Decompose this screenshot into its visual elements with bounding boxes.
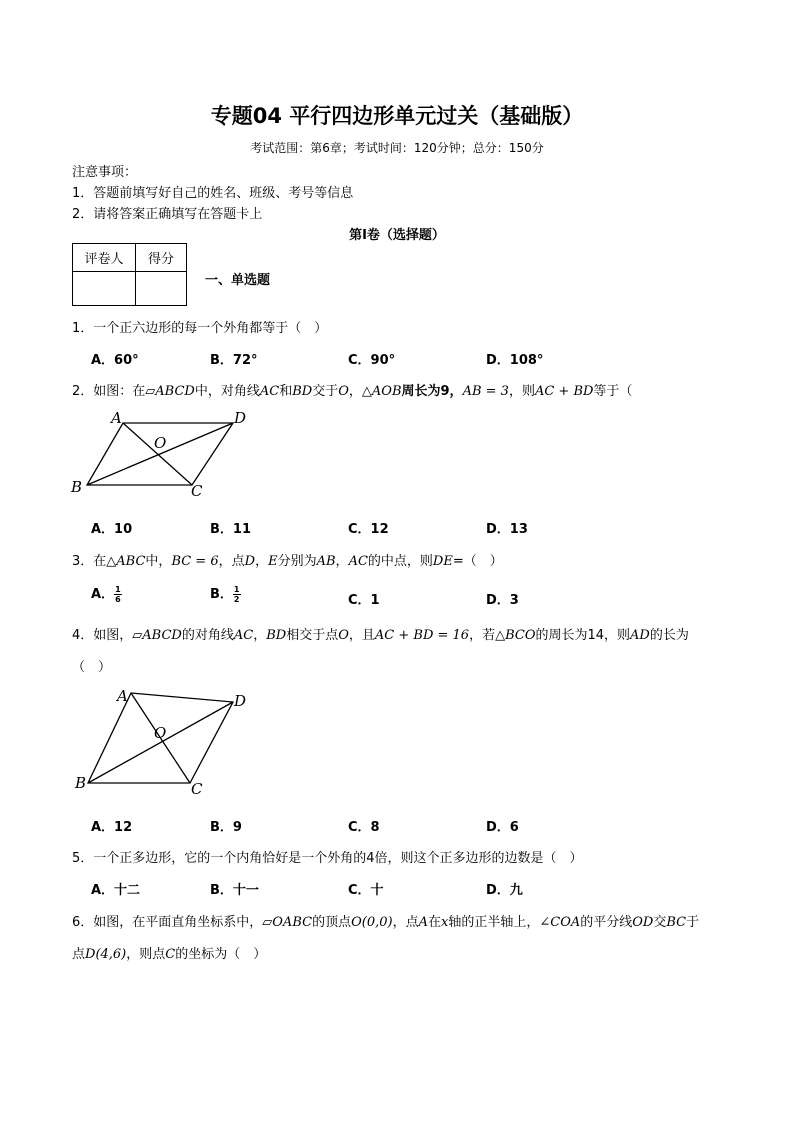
q5-option-c: C．十 (348, 883, 384, 898)
q4-option-a: A．12 (91, 820, 133, 835)
page-title: 专题04 平行四边形单元过关（基础版） (210, 104, 584, 128)
question-4-stem: 4．如图，▱ABCD的对角线AC，BD相交于点O，且AC + BD = 16，若△BCO的周长为14，则AD的长为 (72, 628, 689, 643)
q3-option-a: A． $\frac{1}{6}$ (91, 585, 121, 604)
q2-option-d: D．13 (486, 522, 528, 537)
note-item: 2．请将答案正确填写在答题卡上 (72, 207, 263, 222)
score-cell (136, 272, 187, 306)
fraction: $\frac{1}{6}$ (115, 585, 121, 604)
question-2-stem: 2．如图：在▱ABCD中，对角线AC和BD交于O，△AOB周长为9，AB = 3，则AC + BD等于（ (72, 384, 633, 399)
section-title: 第I卷（选择题） (349, 228, 445, 243)
score-table (72, 243, 187, 306)
question-3-stem: 3．在△ABC中，BC = 6，点D，E分别为AB，AC的中点，则DE=（ ） (72, 554, 503, 569)
q3-option-b: B． $\frac{1}{2}$ (210, 585, 240, 604)
label-o: O (154, 434, 167, 452)
q3-option-d: D．3 (486, 593, 519, 608)
q4-option-b: B．9 (210, 820, 242, 835)
parallelogram-figure-q4 (66, 686, 266, 802)
label-c: C (191, 482, 203, 500)
q5-option-b: B．十一 (210, 883, 259, 898)
q4-option-d: D．6 (486, 820, 519, 835)
note-item: 1．答题前填写好自己的姓名、班级、考号等信息 (72, 186, 354, 201)
question-6-stem-cont: 点D(4,6)，则点C的坐标为（ ） (72, 947, 267, 962)
diagonal-bd (87, 423, 233, 485)
parallelogram-figure-q2 (66, 406, 266, 502)
q5-option-a: A．十二 (91, 883, 141, 898)
label-a: A (117, 687, 128, 705)
exam-info: 考试范围：第6章；考试时间：120分钟；总分：150分 (250, 141, 544, 155)
label-d: D (234, 692, 247, 710)
fraction: $\frac{1}{2}$ (233, 585, 240, 604)
grader-cell (73, 272, 136, 306)
label-b: B (71, 478, 83, 496)
q1-option-c: C．90° (348, 353, 396, 368)
part-heading: 一、单选题 (205, 273, 271, 288)
q3-option-c: C．1 (348, 593, 380, 608)
question-5-stem: 5．一个正多边形，它的一个内角恰好是一个外角的4倍，则这个正多边形的边数是（ ） (72, 851, 583, 866)
question-1-stem: 1．一个正六边形的每一个外角都等于（ ） (72, 321, 328, 336)
label-o: O (154, 724, 167, 742)
question-6-stem: 6．如图，在平面直角坐标系中，▱OABC的顶点O(0,0)，点A在x轴的正半轴上，∠COA的平分线OD交BC于 (72, 915, 700, 930)
grader-header: 评卷人 (73, 244, 136, 272)
diagonal-ac (123, 423, 192, 485)
q4-option-c: C．8 (348, 820, 380, 835)
label-a: A (111, 409, 122, 427)
notes-header: 注意事项： (72, 165, 138, 180)
q2-option-c: C．12 (348, 522, 389, 537)
q5-option-d: D．九 (486, 883, 523, 898)
label-c: C (191, 780, 203, 798)
question-4-stem-cont: （ ） (72, 660, 112, 675)
score-header: 得分 (136, 244, 187, 272)
q1-option-b: B．72° (210, 353, 258, 368)
q2-option-b: B．11 (210, 522, 251, 537)
q1-option-d: D．108° (486, 353, 544, 368)
q2-option-a: A．10 (91, 522, 133, 537)
q1-option-a: A．60° (91, 353, 139, 368)
label-b: B (75, 774, 87, 792)
label-d: D (234, 409, 247, 427)
